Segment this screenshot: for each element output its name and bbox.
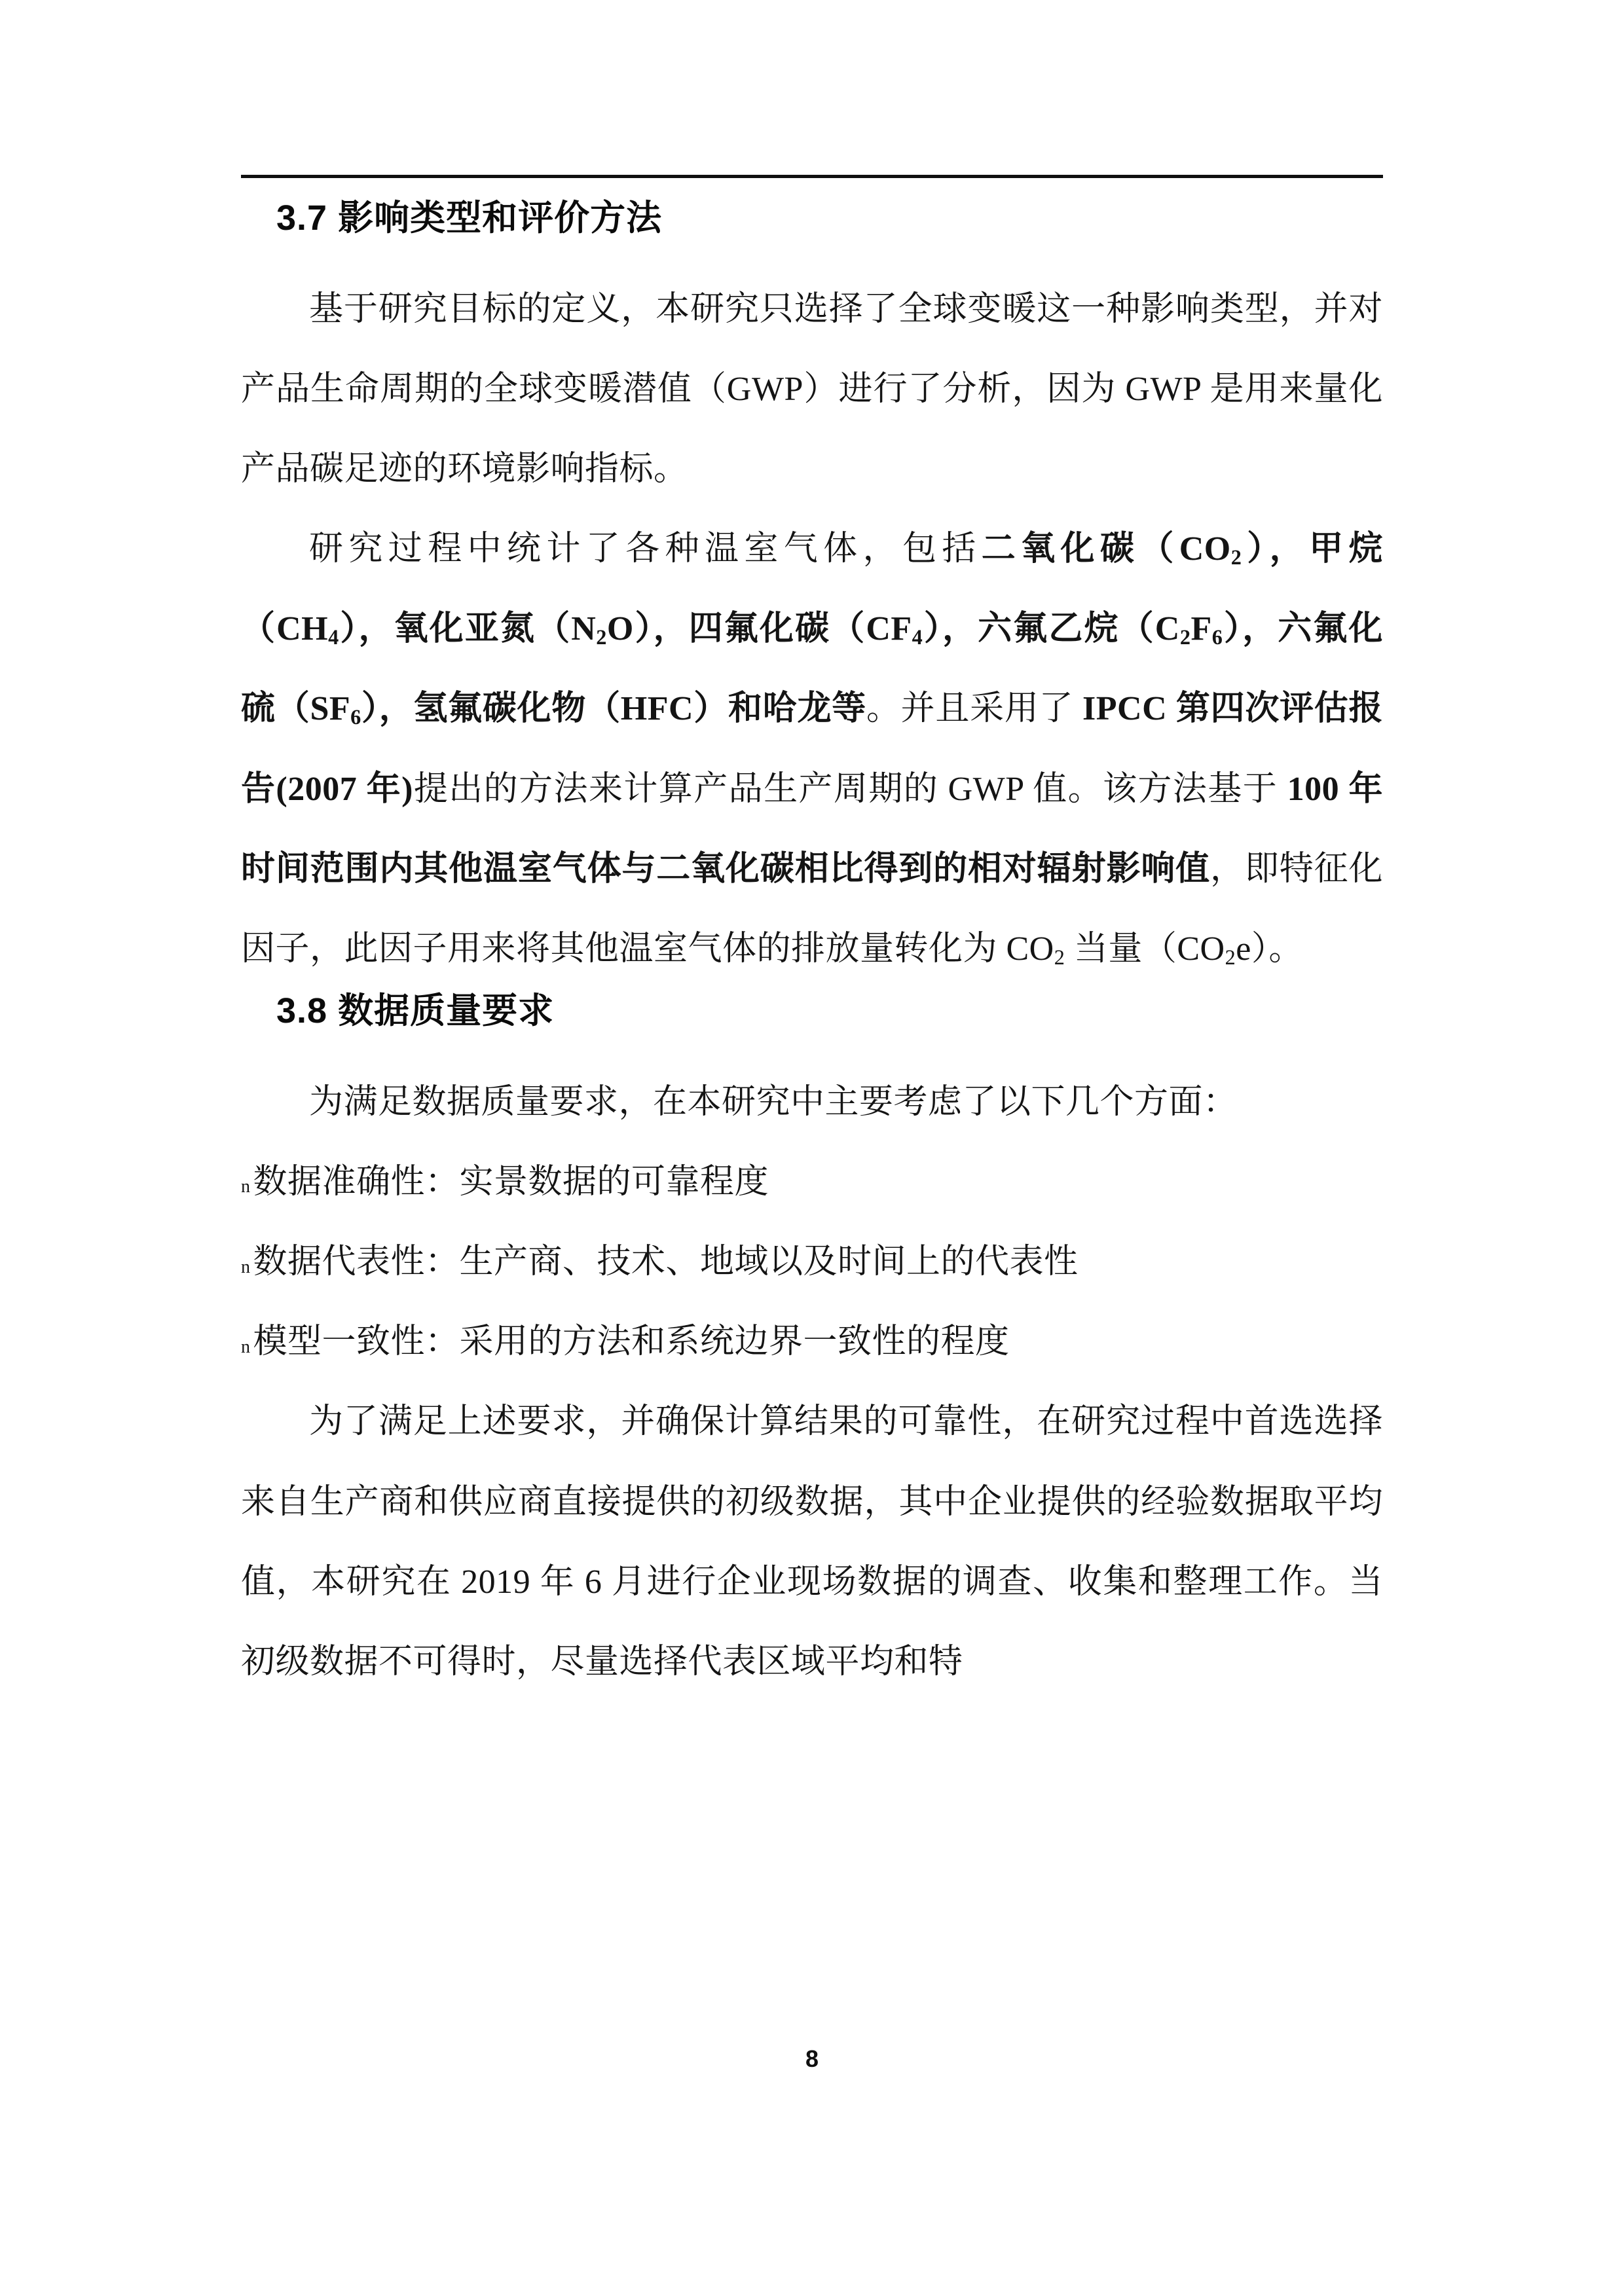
paragraph-3-7-2: 研究过程中统计了各种温室气体，包括二氧化碳$(CO_2)$，甲烷$(CH_4)$，氧化亚氮$(N_2O)$，四氟化碳$(CF_4)$，六氟乙烷$(C_2F_6)$，六氟化硫$(SF_6)$，氢氟碳化物（HFC）和哈龙等。并且采用了 IPCC 第四次评估报告(2007 年)提出的方法来计算产品生产周期的 GWP 值。该方法基于 100 年时间范围内其他温室气体与二氧化碳相比得到的相对辐射影响值，即特征化因子，此因子用来将其他温室气体的排放量转化为 $CO_2$ 当量$(CO_2e)$。 [241, 530, 1383, 970]
list-item [241, 1302, 1383, 1382]
list-item-label: 数据代表性：生产商、技术、地域以及时间上的代表性 [253, 1243, 1079, 1281]
header-rule [241, 175, 1383, 178]
bullet-marker-icon: n [241, 1256, 251, 1277]
bullet-marker-icon: n [241, 1176, 251, 1197]
list-item [241, 1142, 1383, 1222]
page-number: 8 [805, 2045, 819, 2072]
data-quality-bullet-list [241, 1142, 1383, 1383]
paragraph-3-7-1: 基于研究目标的定义，本研究只选择了全球变暖这一种影响类型，并对产品生命周期的全球变暖潜值（GWP）进行了分析，因为 GWP 是用来量化产品碳足迹的环境影响指标。 [241, 290, 1383, 488]
list-item-label: 数据准确性：实景数据的可靠程度 [253, 1163, 769, 1201]
paragraph-3-8-2: 为了满足上述要求，并确保计算结果的可靠性，在研究过程中首选选择来自生产商和供应商直接提供的初级数据，其中企业提供的经验数据取平均值，本研究在 2019 年 6 月进行企业现场数据的调查、收集和整理工作。当初级数据不可得时，尽量选择代表区域平均和特 [241, 1403, 1383, 1681]
section-heading-3-8: 3.8 数据质量要求 [276, 991, 555, 1031]
paragraph-3-8-1: 为满足数据质量要求，在本研究中主要考虑了以下几个方面： [309, 1083, 1238, 1121]
list-item-label: 模型一致性：采用的方法和系统边界一致性的程度 [253, 1323, 1010, 1361]
list-item [241, 1222, 1383, 1302]
page-content [241, 196, 1383, 1702]
section-heading-3-7: 3.7 影响类型和评价方法 [276, 198, 663, 238]
bullet-marker-icon: n [241, 1336, 251, 1357]
